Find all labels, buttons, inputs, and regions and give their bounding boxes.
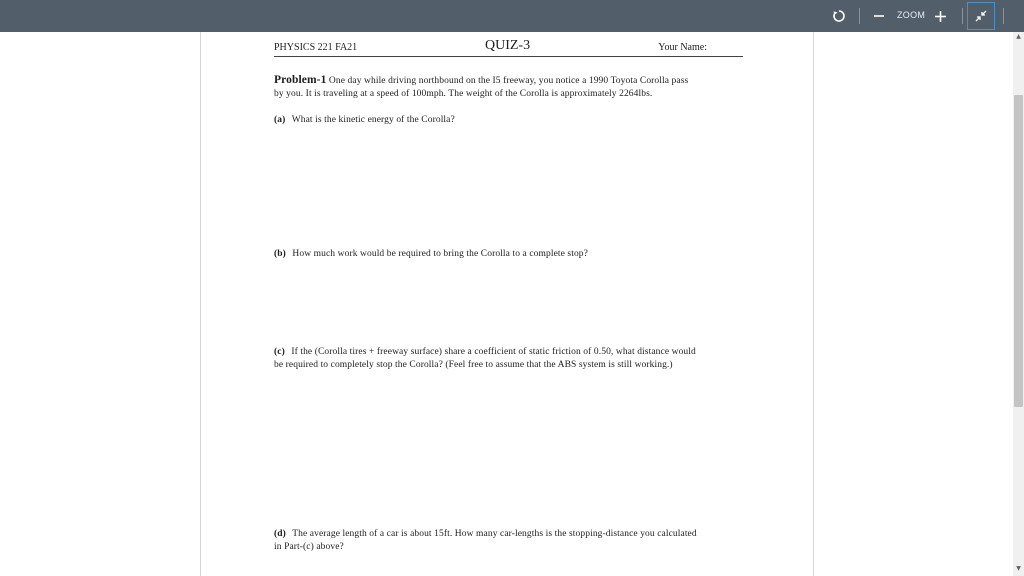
part-text: The average length of a car is about 15ft. How many car-lengths is the stopping-distance you calculated bbox=[292, 529, 697, 539]
problem-text-line1: One day while driving northbound on the I5 freeway, you notice a 1990 Toyota Corolla pass bbox=[328, 76, 689, 86]
viewer-toolbar bbox=[0, 0, 1024, 32]
zoom-label: ZOOM bbox=[897, 10, 926, 20]
scroll-up-arrow-icon[interactable]: ▲ bbox=[1016, 33, 1021, 40]
zoom-out-icon bbox=[874, 11, 884, 21]
zoom-in-icon bbox=[935, 11, 946, 22]
course-label: PHYSICS 221 FA21 bbox=[274, 42, 358, 53]
part-a bbox=[274, 114, 744, 127]
part-text: If the (Corolla tires + freeway surface) share a coefficient of static friction of 0.50, what distance would bbox=[291, 347, 696, 357]
name-label: Your Name: bbox=[658, 42, 707, 53]
toolbar-separator bbox=[859, 8, 860, 24]
part-text: What is the kinetic energy of the Corolla? bbox=[291, 115, 455, 125]
document-viewer bbox=[0, 32, 1024, 576]
problem-intro bbox=[274, 74, 744, 100]
part-b bbox=[274, 248, 744, 261]
part-label: (d) bbox=[274, 529, 286, 539]
part-text-line2: be required to completely stop the Corolla? (Feel free to assume that the ABS system is still working.) bbox=[274, 359, 673, 370]
exit-fullscreen-button[interactable] bbox=[967, 2, 995, 30]
toolbar-separator bbox=[1003, 8, 1004, 24]
zoom-in-button[interactable] bbox=[931, 2, 949, 30]
zoom-out-button[interactable] bbox=[870, 2, 888, 30]
part-text-line2: in Part-(c) above? bbox=[274, 541, 344, 552]
part-label: (a) bbox=[274, 115, 286, 125]
part-text: How much work would be required to bring the Corolla to a complete stop? bbox=[292, 249, 588, 259]
part-c bbox=[274, 346, 744, 371]
scroll-thumb[interactable] bbox=[1014, 95, 1023, 407]
exit-fullscreen-icon bbox=[975, 10, 987, 22]
toolbar-separator bbox=[962, 8, 963, 24]
page-header bbox=[274, 38, 743, 57]
reload-icon bbox=[832, 9, 846, 23]
problem-text-line2: by you. It is traveling at a speed of 100mph. The weight of the Corolla is approximately 2264lbs. bbox=[274, 88, 653, 99]
part-label: (c) bbox=[274, 347, 285, 357]
vertical-scrollbar[interactable] bbox=[1013, 32, 1024, 576]
part-label: (b) bbox=[274, 249, 286, 259]
quiz-title: QUIZ-3 bbox=[485, 38, 531, 53]
document-page bbox=[200, 32, 814, 576]
part-d bbox=[274, 528, 744, 553]
reload-button[interactable] bbox=[828, 2, 850, 30]
scroll-down-arrow-icon[interactable]: ▼ bbox=[1016, 565, 1021, 572]
problem-label: Problem-1 bbox=[274, 74, 327, 86]
